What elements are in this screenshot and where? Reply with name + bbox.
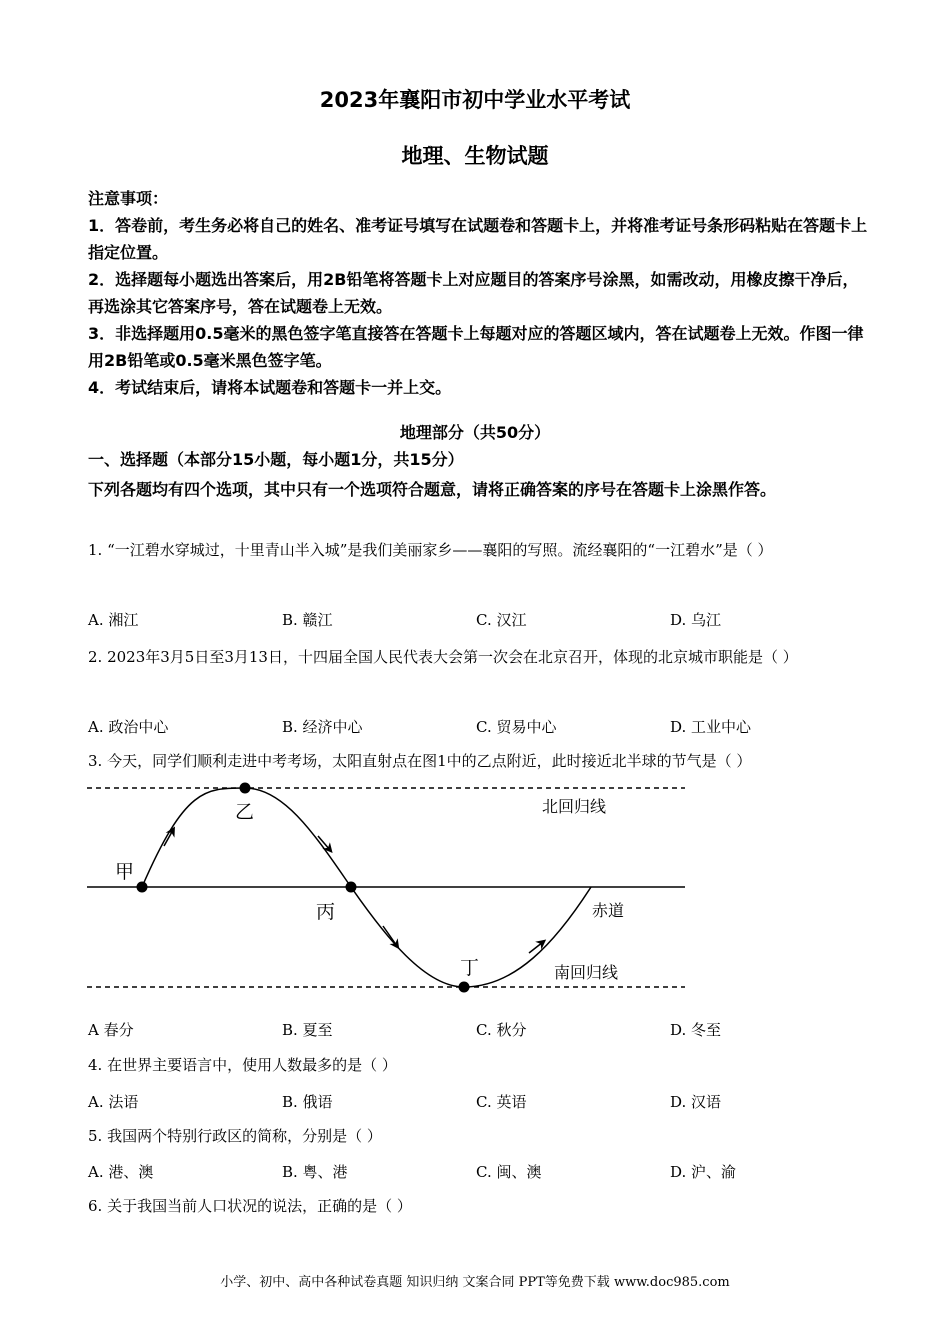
option-c: C. 汉江 [476,611,527,629]
solar-declination-diagram [85,778,690,998]
option-c: C. 英语 [476,1093,527,1111]
notice-heading: 注意事项： [88,189,169,208]
label-tropic-north: 北回归线 [542,797,607,816]
question-2-text: 2. 2023年3月5日至3月13日，十四届全国人民代表大会第一次会在北京召开，体现的北京城市职能是（ ） [88,648,798,666]
option-b: B. 夏至 [282,1021,333,1039]
option-c: C. 秋分 [476,1021,527,1039]
label-bing: 丙 [316,901,336,923]
question-6-text: 6. 关于我国当前人口状况的说法，正确的是（ ） [88,1197,412,1215]
question-5-options [88,1161,888,1187]
option-a: A. 法语 [88,1093,139,1111]
point-ding [459,982,470,993]
question-1-options [88,609,888,635]
question-3-text: 3. 今天，同学们顺利走进中考考场，太阳直射点在图1中的乙点附近，此时接近北半球的节气是（ ） [88,752,752,770]
label-equator: 赤道 [592,901,625,920]
part-title: 一、选择题（本部分15小题，每小题1分，共15分） [88,450,464,469]
point-jia [137,882,148,893]
exam-title: 2023年襄阳市初中学业水平考试 [319,88,631,112]
question-2-options [88,716,888,742]
point-bing [346,882,357,893]
option-b: B. 赣江 [282,611,333,629]
label-ding: 丁 [460,957,480,979]
option-a: A. 港、澳 [88,1163,154,1181]
question-4-options [88,1091,888,1117]
notice-item-1: 1．答卷前，考生务必将自己的姓名、准考证号填写在试题卷和答题卡上，并将准考证号条形码粘贴在答题卡上指定位置。 [88,216,868,262]
point-yi [240,783,251,794]
option-d: D. 冬至 [670,1021,722,1039]
part-instruction: 下列各题均有四个选项，其中只有一个选项符合题意，请将正确答案的序号在答题卡上涂黑作答。 [88,480,777,499]
notice-item-3: 3．非选择题用0.5毫米的黑色签字笔直接答在答题卡上每题对应的答题区域内，答在试题卷上无效。作图一律用2B铅笔或0.5毫米黑色签字笔。 [88,324,864,370]
page-footer: 小学、初中、高中各种试卷真题 知识归纳 文案合同 PPT等免费下载 www.doc985.com [220,1275,730,1290]
option-d: D. 工业中心 [670,718,752,736]
option-d: D. 沪、渝 [670,1163,737,1181]
option-d: D. 乌江 [670,611,722,629]
label-jia: 甲 [115,861,135,883]
option-b: B. 粤、港 [282,1163,348,1181]
option-a: A. 湘江 [88,611,139,629]
label-tropic-south: 南回归线 [554,963,619,982]
section-title: 地理部分（共50分） [399,423,551,442]
notice-item-2: 2．选择题每小题选出答案后，用2B铅笔将答题卡上对应题目的答案序号涂黑，如需改动，用橡皮擦干净后，再选涂其它答案序号，答在试题卷上无效。 [88,270,859,316]
option-b: B. 经济中心 [282,718,363,736]
label-yi: 乙 [235,801,255,823]
option-d: D. 汉语 [670,1093,722,1111]
option-b: B. 俄语 [282,1093,333,1111]
question-5-text: 5. 我国两个特别行政区的简称，分别是（ ） [88,1127,382,1145]
question-4-text: 4. 在世界主要语言中，使用人数最多的是（ ） [88,1056,397,1074]
question-1-text: 1. “一江碧水穿城过，十里青山半入城”是我们美丽家乡——襄阳的写照。流经襄阳的“一江碧水”是（ ） [88,541,773,559]
exam-subtitle: 地理、生物试题 [401,144,549,168]
option-a: A 春分 [88,1021,134,1039]
option-a: A. 政治中心 [88,718,169,736]
arrow-icon [383,926,397,946]
option-c: C. 贸易中心 [476,718,557,736]
question-3-options [88,1019,888,1045]
notice-item-4: 4．考试结束后，请将本试题卷和答题卡一并上交。 [88,378,452,397]
option-c: C. 闽、澳 [476,1163,542,1181]
